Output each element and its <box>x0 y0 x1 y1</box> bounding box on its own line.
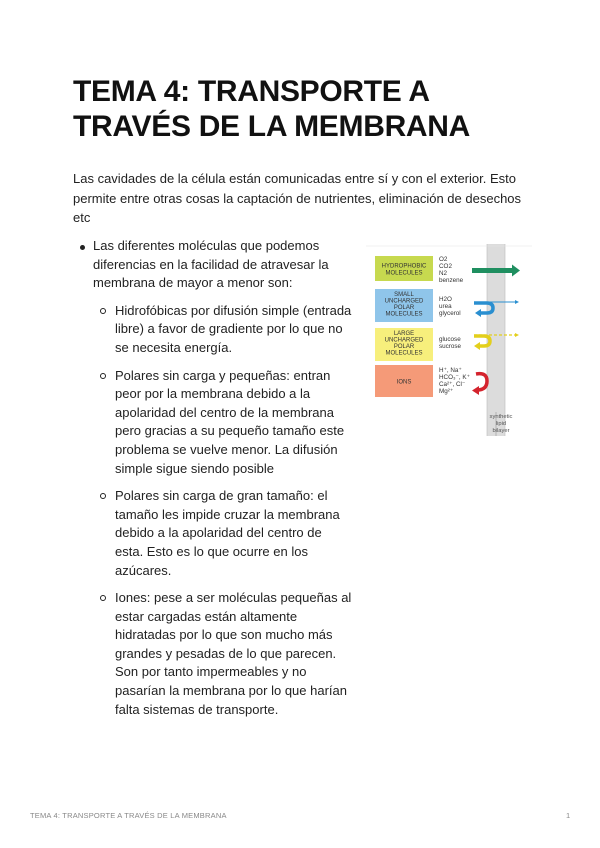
svg-text:SMALL: SMALL <box>394 292 414 298</box>
svg-text:Ca²⁺, Cl⁻: Ca²⁺, Cl⁻ <box>439 381 466 388</box>
svg-text:glycerol: glycerol <box>439 310 461 317</box>
list-item: Polares sin carga y pequeñas: entran peor por la membrana debido a la apolaridad del centro de la membrana pero gracias a su pequeño tamaño este problema se vuelve menor. La difusión simple sigue siendo posible <box>93 367 353 479</box>
sub-list <box>93 302 353 719</box>
svg-text:O2: O2 <box>439 256 448 263</box>
svg-text:glucose: glucose <box>439 336 461 343</box>
svg-text:urea: urea <box>439 303 452 310</box>
list-item: Iones: pese a ser moléculas pequeñas al estar cargadas están altamente hidratadas por lo que son mucho más grandes y pesadas de lo que parecen. Son por tanto impermeables y no pasarían la membrana por lo que harían falta sistemas de transporte. <box>93 589 353 719</box>
svg-text:sucrose: sucrose <box>439 343 462 350</box>
bullet-text: Las diferentes moléculas que podemos diferencias en la facilidad de atravesar la membrana de mayor a menor son: <box>93 238 329 291</box>
svg-text:UNCHARGED: UNCHARGED <box>384 298 424 305</box>
list-item <box>73 237 353 719</box>
svg-text:lipid: lipid <box>495 421 507 427</box>
svg-text:MOLECULES: MOLECULES <box>385 311 423 318</box>
svg-text:POLAR: POLAR <box>393 305 415 311</box>
page-number: 1 <box>566 811 571 820</box>
arrow-return-icon <box>472 374 487 395</box>
svg-text:POLAR: POLAR <box>393 344 415 350</box>
intro-paragraph: Las cavidades de la célula están comunicadas entre sí y con el exterior. Esto permite entre otras cosas la captación de nutrientes, eliminación de desechos etc <box>73 171 522 225</box>
svg-text:MOLECULES: MOLECULES <box>385 270 423 277</box>
svg-text:UNCHARGED: UNCHARGED <box>384 337 424 344</box>
svg-text:HCO₃⁻, K⁺: HCO₃⁻, K⁺ <box>439 374 470 381</box>
svg-text:LARGE: LARGE <box>393 331 415 337</box>
svg-text:IONS: IONS <box>396 379 412 386</box>
svg-text:CO2: CO2 <box>439 263 452 270</box>
svg-text:Mg²⁺: Mg²⁺ <box>439 388 454 395</box>
membrane-permeability-diagram <box>366 244 532 444</box>
svg-text:benzene: benzene <box>439 277 464 284</box>
svg-text:N2: N2 <box>439 270 448 277</box>
svg-text:HYDROPHOBIC: HYDROPHOBIC <box>381 263 427 270</box>
svg-text:H⁺, Na⁺: H⁺, Na⁺ <box>439 367 462 374</box>
footer-title: TEMA 4: TRANSPORTE A TRAVÉS DE LA MEMBRANA <box>30 811 227 820</box>
list-item: Polares sin carga de gran tamaño: el tamaño les impide cruzar la membrana debido a la apolaridad del centro de esta. Esto es lo que ocurre en los azúcares. <box>93 487 353 580</box>
svg-text:H2O: H2O <box>439 296 452 303</box>
svg-text:synthetic: synthetic <box>489 414 513 420</box>
list-item: Hidrofóbicas por difusión simple (entrada libre) a favor de gradiente por lo que no se necesita energía. <box>93 302 353 358</box>
svg-text:MOLECULES: MOLECULES <box>385 350 423 357</box>
page-title: TEMA 4: TRANSPORTE A TRAVÉS DE LA MEMBRANA <box>73 75 471 143</box>
bullet-list <box>73 237 353 728</box>
svg-text:bilayer: bilayer <box>492 428 510 434</box>
